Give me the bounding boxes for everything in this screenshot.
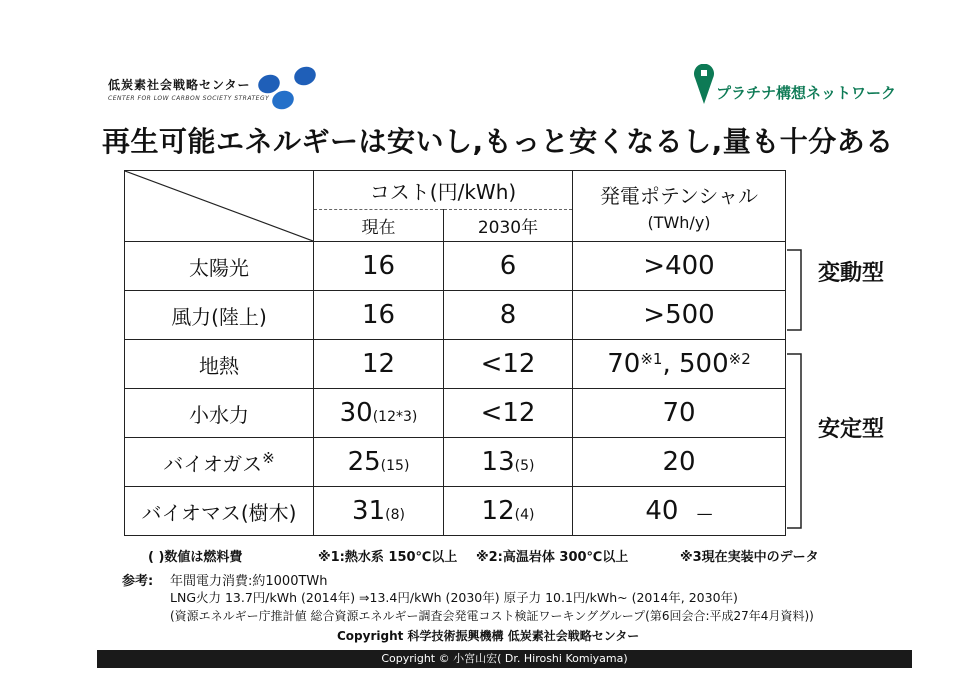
cost-now xyxy=(314,389,444,438)
potential-mark-1: ※1 xyxy=(640,350,663,368)
row-name: バイオガス xyxy=(163,451,263,476)
row-name: 太陽光 xyxy=(125,242,314,291)
cost-now-note: (8) xyxy=(385,507,405,523)
cost-table xyxy=(124,170,786,536)
cost-now-value: 31 xyxy=(352,496,386,526)
now-header: 現在 xyxy=(314,210,444,242)
footer-copyright: Copyright © 小宮山宏( Dr. Hiroshi Komiyama) xyxy=(97,650,912,668)
note-1: ※1:熱水系 150℃以上 xyxy=(318,550,458,565)
table-row xyxy=(125,487,786,536)
cost-now-value: 30 xyxy=(339,398,373,428)
cost-header: コスト(円/kWh) xyxy=(314,171,573,210)
potential-value: >500 xyxy=(573,291,786,340)
cost-now xyxy=(314,487,444,536)
row-name: バイオマス(樹木) xyxy=(125,487,314,536)
cost-now-note: (15) xyxy=(380,458,410,474)
cost-now: 12 xyxy=(314,340,444,389)
row-name-cell xyxy=(125,438,314,487)
table-row xyxy=(125,340,786,389)
potential-value xyxy=(573,487,786,536)
potential-header-unit: (TWh/y) xyxy=(647,213,711,232)
row-name: 地熱 xyxy=(125,340,314,389)
cost-now-value: 25 xyxy=(347,447,381,477)
ref-label: 参考: xyxy=(122,574,154,589)
cost-2030: 6 xyxy=(444,242,573,291)
row-name-mark: ※ xyxy=(262,448,275,467)
org-name: 低炭素社会戦略センター xyxy=(108,78,251,92)
logo-blob-2 xyxy=(292,64,319,88)
cost-2030: 8 xyxy=(444,291,573,340)
stable-bracket xyxy=(785,352,805,532)
cost-2030: <12 xyxy=(444,389,573,438)
table-row xyxy=(125,438,786,487)
cost-2030-value: 13 xyxy=(481,447,515,477)
table-row xyxy=(125,291,786,340)
cost-2030-note: (5) xyxy=(514,458,535,474)
row-name: 小水力 xyxy=(125,389,314,438)
note-3: ※3現在実装中のデータ xyxy=(680,550,819,565)
network-name: プラチナ構想ネットワーク xyxy=(716,84,897,102)
table-row xyxy=(125,242,786,291)
potential-b: , 500 xyxy=(662,349,729,379)
copyright-org: Copyright 科学技術振興機構 低炭素社会戦略センター xyxy=(337,629,640,643)
potential-mark-2: ※2 xyxy=(728,350,751,368)
potential-a: 70 xyxy=(607,349,641,379)
ref-consumption: 年間電力消費:約1000TWh xyxy=(170,574,328,589)
cost-2030-note: (4) xyxy=(514,507,535,523)
cost-now: 16 xyxy=(314,242,444,291)
page-title: 再生可能エネルギーは安いし,もっと安くなるし,量も十分ある xyxy=(102,125,894,158)
org-subtitle: CENTER FOR LOW CARBON SOCIETY STRATEGY xyxy=(108,95,270,102)
note-fuel-cost: ( )数値は燃料費 xyxy=(148,550,243,565)
potential-value: >400 xyxy=(573,242,786,291)
corner-cell xyxy=(125,171,314,242)
cost-now xyxy=(314,438,444,487)
group-stable: 安定型 xyxy=(818,417,885,442)
cost-now-note: (12*3) xyxy=(372,409,418,425)
potential-header-label: 発電ポテンシャル xyxy=(599,184,759,208)
cost-2030-value: 12 xyxy=(481,496,515,526)
platinum-pin-icon xyxy=(693,64,715,106)
cost-now: 16 xyxy=(314,291,444,340)
ref-lng: LNG火力 13.7円/kWh (2014年) ⇒13.4円/kWh (2030年) 原子力 10.1円/kWh~ (2014年, 2030年) xyxy=(170,590,738,605)
variable-bracket xyxy=(785,248,805,334)
diagonal-line xyxy=(125,171,313,241)
cost-2030 xyxy=(444,487,573,536)
cost-2030: <12 xyxy=(444,340,573,389)
note-2: ※2:高温岩体 300℃以上 xyxy=(476,550,629,565)
potential-header xyxy=(573,171,786,242)
potential-value: 70 xyxy=(573,389,786,438)
row-name: 風力(陸上) xyxy=(125,291,314,340)
group-variable: 変動型 xyxy=(818,261,885,286)
potential-value: 20 xyxy=(573,438,786,487)
potential-value xyxy=(573,340,786,389)
table-row xyxy=(125,389,786,438)
potential-a: 40 xyxy=(645,496,679,526)
year-header: 2030年 xyxy=(444,210,573,242)
lcs-logo-icon xyxy=(255,62,325,112)
source-note: (資源エネルギー庁推計値 総合資源エネルギー調査会発電コスト検証ワーキンググループ(第6回会合:平成27年4月資料)) xyxy=(170,609,814,623)
cost-2030 xyxy=(444,438,573,487)
potential-tail: — xyxy=(696,504,713,523)
